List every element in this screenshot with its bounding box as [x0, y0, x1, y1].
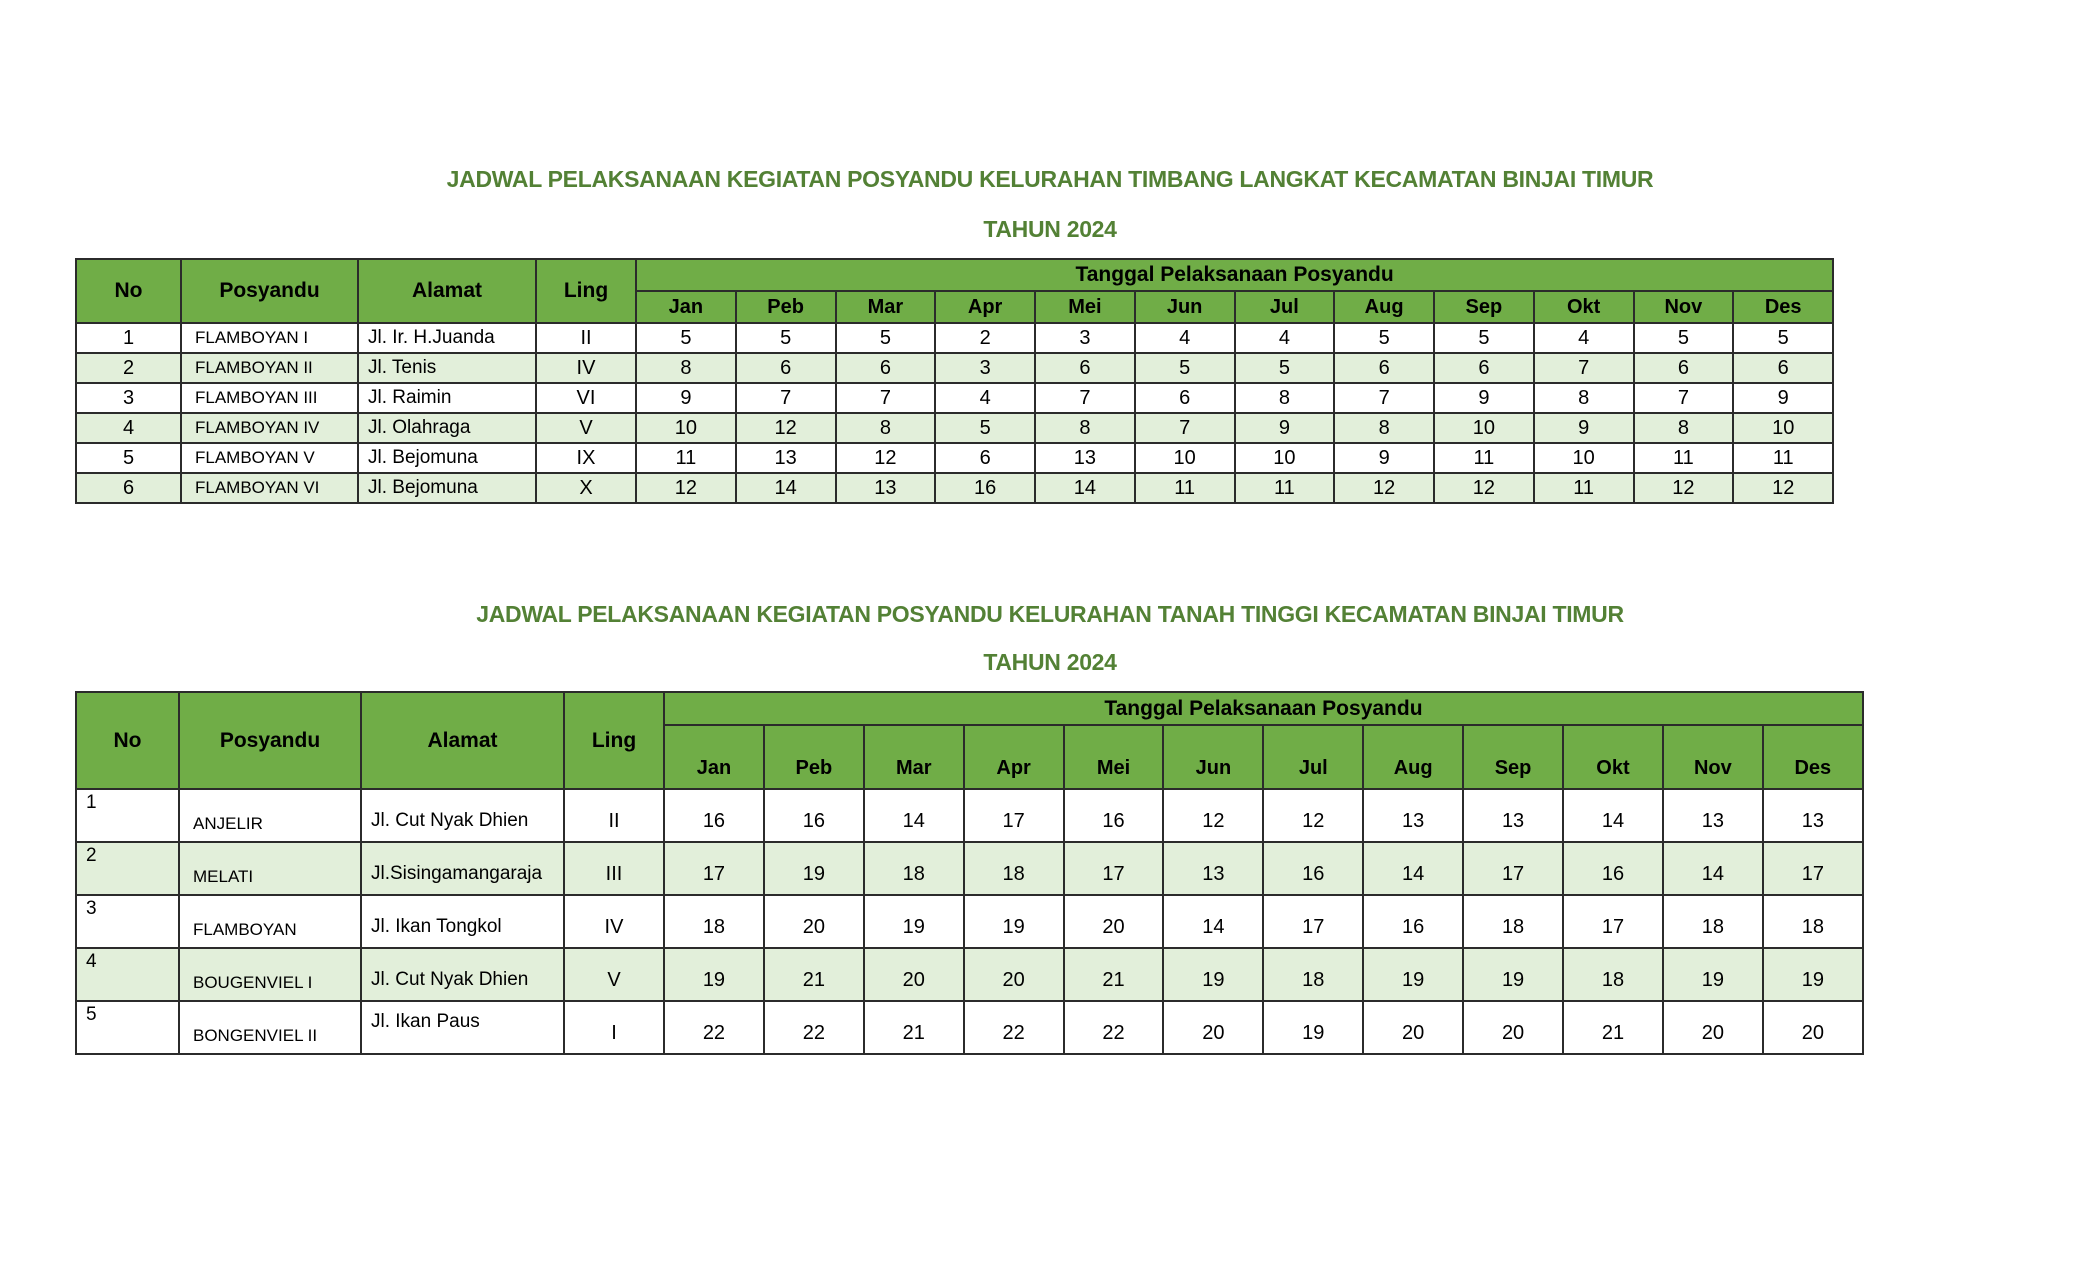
- cell-date-peb: 14: [736, 473, 836, 503]
- cell-alamat: Jl. Cut Nyak Dhien: [361, 948, 564, 1001]
- cell-date-nov: 6: [1634, 353, 1734, 383]
- cell-date-sep: 5: [1434, 323, 1534, 353]
- cell-date-jul: 9: [1235, 413, 1335, 443]
- cell-date-jun: 10: [1135, 443, 1235, 473]
- col-header-month-sep: Sep: [1463, 725, 1563, 789]
- cell-posyandu: FLAMBOYAN: [179, 895, 361, 948]
- cell-date-mar: 18: [864, 842, 964, 895]
- cell-posyandu: FLAMBOYAN III: [181, 383, 358, 413]
- cell-date-des: 9: [1733, 383, 1833, 413]
- cell-alamat: Jl. Tenis: [358, 353, 536, 383]
- cell-date-sep: 13: [1463, 789, 1563, 842]
- table1-title: JADWAL PELAKSANAAN KEGIATAN POSYANDU KELURAHAN TIMBANG LANGKAT KECAMATAN BINJAI TIMUR: [446, 166, 1654, 192]
- cell-ling: V: [564, 948, 664, 1001]
- cell-date-apr: 18: [964, 842, 1064, 895]
- cell-date-jan: 17: [664, 842, 764, 895]
- cell-no: 3: [76, 383, 181, 413]
- cell-date-sep: 19: [1463, 948, 1563, 1001]
- col-header-no: No: [76, 259, 181, 323]
- cell-posyandu: BOUGENVIEL I: [179, 948, 361, 1001]
- cell-ling: III: [564, 842, 664, 895]
- col-header-month-mei: Mei: [1064, 725, 1164, 789]
- cell-date-mei: 8: [1035, 413, 1135, 443]
- cell-date-jul: 18: [1263, 948, 1363, 1001]
- table2-year: TAHUN 2024: [983, 649, 1117, 675]
- cell-no: 3: [76, 895, 179, 948]
- cell-date-jun: 4: [1135, 323, 1235, 353]
- col-header-month-nov: Nov: [1634, 291, 1734, 323]
- cell-date-mei: 17: [1064, 842, 1164, 895]
- cell-date-jul: 17: [1263, 895, 1363, 948]
- cell-date-jun: 19: [1163, 948, 1263, 1001]
- cell-date-apr: 16: [935, 473, 1035, 503]
- cell-date-peb: 19: [764, 842, 864, 895]
- cell-no: 6: [76, 473, 181, 503]
- cell-date-apr: 19: [964, 895, 1064, 948]
- col-header-month-mar: Mar: [864, 725, 964, 789]
- cell-no: 1: [76, 789, 179, 842]
- col-header-no: No: [76, 692, 179, 789]
- schedule-row: [76, 383, 1833, 413]
- col-header-posyandu: Posyandu: [179, 692, 361, 789]
- cell-date-jan: 16: [664, 789, 764, 842]
- col-header-month-mar: Mar: [836, 291, 936, 323]
- cell-date-okt: 8: [1534, 383, 1634, 413]
- cell-date-mar: 19: [864, 895, 964, 948]
- cell-date-sep: 9: [1434, 383, 1534, 413]
- col-header-month-okt: Okt: [1534, 291, 1634, 323]
- col-header-month-peb: Peb: [764, 725, 864, 789]
- cell-date-nov: 13: [1663, 789, 1763, 842]
- tanah-tinggi-table-container: [75, 691, 1864, 1055]
- cell-date-nov: 12: [1634, 473, 1734, 503]
- cell-date-peb: 20: [764, 895, 864, 948]
- cell-date-peb: 6: [736, 353, 836, 383]
- col-header-posyandu: Posyandu: [181, 259, 358, 323]
- cell-date-jan: 5: [636, 323, 736, 353]
- cell-date-sep: 10: [1434, 413, 1534, 443]
- col-header-month-jan: Jan: [636, 291, 736, 323]
- cell-date-jan: 11: [636, 443, 736, 473]
- cell-no: 2: [76, 842, 179, 895]
- cell-date-sep: 6: [1434, 353, 1534, 383]
- cell-date-jan: 19: [664, 948, 764, 1001]
- cell-date-apr: 22: [964, 1001, 1064, 1054]
- cell-posyandu: FLAMBOYAN II: [181, 353, 358, 383]
- cell-date-jul: 12: [1263, 789, 1363, 842]
- cell-no: 5: [76, 443, 181, 473]
- cell-date-des: 5: [1733, 323, 1833, 353]
- cell-date-nov: 5: [1634, 323, 1734, 353]
- table1-year: TAHUN 2024: [983, 216, 1117, 242]
- cell-posyandu: ANJELIR: [179, 789, 361, 842]
- cell-date-mei: 3: [1035, 323, 1135, 353]
- col-header-alamat: Alamat: [361, 692, 564, 789]
- cell-date-mei: 7: [1035, 383, 1135, 413]
- cell-date-okt: 21: [1563, 1001, 1663, 1054]
- cell-ling: X: [536, 473, 636, 503]
- col-header-month-apr: Apr: [964, 725, 1064, 789]
- cell-date-mar: 14: [864, 789, 964, 842]
- cell-date-aug: 6: [1334, 353, 1434, 383]
- cell-date-peb: 22: [764, 1001, 864, 1054]
- col-header-month-sep: Sep: [1434, 291, 1534, 323]
- cell-date-mar: 6: [836, 353, 936, 383]
- cell-posyandu: BONGENVIEL II: [179, 1001, 361, 1054]
- schedule-row: [76, 323, 1833, 353]
- col-header-month-jul: Jul: [1263, 725, 1363, 789]
- cell-date-sep: 17: [1463, 842, 1563, 895]
- cell-alamat: Jl. Raimin: [358, 383, 536, 413]
- schedule-row: [76, 789, 1863, 842]
- cell-date-aug: 20: [1363, 1001, 1463, 1054]
- schedule-row: [76, 413, 1833, 443]
- cell-alamat: Jl.Sisingamangaraja: [361, 842, 564, 895]
- col-header-month-peb: Peb: [736, 291, 836, 323]
- cell-date-okt: 11: [1534, 473, 1634, 503]
- table2-title: JADWAL PELAKSANAAN KEGIATAN POSYANDU KELURAHAN TANAH TINGGI KECAMATAN BINJAI TIMUR: [476, 601, 1624, 627]
- cell-date-mar: 5: [836, 323, 936, 353]
- schedule-row: [76, 443, 1833, 473]
- cell-date-des: 20: [1763, 1001, 1863, 1054]
- col-header-ling: Ling: [536, 259, 636, 323]
- cell-alamat: Jl. Olahraga: [358, 413, 536, 443]
- cell-ling: IX: [536, 443, 636, 473]
- cell-date-okt: 10: [1534, 443, 1634, 473]
- schedule-row: [76, 842, 1863, 895]
- cell-posyandu: FLAMBOYAN I: [181, 323, 358, 353]
- cell-date-jan: 10: [636, 413, 736, 443]
- cell-date-jan: 18: [664, 895, 764, 948]
- cell-alamat: Jl. Bejomuna: [358, 443, 536, 473]
- cell-date-mar: 20: [864, 948, 964, 1001]
- cell-date-jul: 5: [1235, 353, 1335, 383]
- cell-alamat: Jl. Cut Nyak Dhien: [361, 789, 564, 842]
- cell-date-mei: 13: [1035, 443, 1135, 473]
- cell-date-aug: 12: [1334, 473, 1434, 503]
- cell-date-nov: 14: [1663, 842, 1763, 895]
- cell-date-aug: 8: [1334, 413, 1434, 443]
- col-header-month-aug: Aug: [1363, 725, 1463, 789]
- cell-date-okt: 16: [1563, 842, 1663, 895]
- cell-ling: I: [564, 1001, 664, 1054]
- col-header-month-mei: Mei: [1035, 291, 1135, 323]
- cell-date-peb: 12: [736, 413, 836, 443]
- cell-date-aug: 19: [1363, 948, 1463, 1001]
- cell-date-jul: 4: [1235, 323, 1335, 353]
- schedule-row: [76, 948, 1863, 1001]
- cell-date-jul: 8: [1235, 383, 1335, 413]
- cell-alamat: Jl. Ir. H.Juanda: [358, 323, 536, 353]
- cell-date-nov: 11: [1634, 443, 1734, 473]
- cell-date-jul: 16: [1263, 842, 1363, 895]
- cell-date-jan: 12: [636, 473, 736, 503]
- cell-date-mei: 6: [1035, 353, 1135, 383]
- cell-date-apr: 6: [935, 443, 1035, 473]
- cell-posyandu: FLAMBOYAN VI: [181, 473, 358, 503]
- cell-date-apr: 4: [935, 383, 1035, 413]
- cell-date-aug: 14: [1363, 842, 1463, 895]
- schedule-row: [76, 473, 1833, 503]
- col-header-ling: Ling: [564, 692, 664, 789]
- cell-date-okt: 14: [1563, 789, 1663, 842]
- cell-date-okt: 9: [1534, 413, 1634, 443]
- col-header-month-aug: Aug: [1334, 291, 1434, 323]
- cell-no: 4: [76, 948, 179, 1001]
- cell-date-des: 17: [1763, 842, 1863, 895]
- cell-date-nov: 18: [1663, 895, 1763, 948]
- cell-date-jul: 10: [1235, 443, 1335, 473]
- col-header-group: Tanggal Pelaksanaan Posyandu: [636, 259, 1833, 291]
- cell-no: 2: [76, 353, 181, 383]
- cell-date-sep: 18: [1463, 895, 1563, 948]
- cell-ling: V: [536, 413, 636, 443]
- header-row-top: [76, 259, 1833, 291]
- cell-ling: IV: [564, 895, 664, 948]
- cell-date-des: 10: [1733, 413, 1833, 443]
- cell-alamat: Jl. Ikan Tongkol: [361, 895, 564, 948]
- cell-alamat: Jl. Ikan Paus: [361, 1001, 564, 1054]
- cell-date-sep: 11: [1434, 443, 1534, 473]
- cell-ling: IV: [536, 353, 636, 383]
- cell-date-mar: 13: [836, 473, 936, 503]
- cell-alamat: Jl. Bejomuna: [358, 473, 536, 503]
- col-header-month-apr: Apr: [935, 291, 1035, 323]
- cell-date-mei: 20: [1064, 895, 1164, 948]
- header-row-top: [76, 692, 1863, 725]
- col-header-month-des: Des: [1763, 725, 1863, 789]
- cell-date-aug: 7: [1334, 383, 1434, 413]
- cell-date-peb: 21: [764, 948, 864, 1001]
- col-header-month-okt: Okt: [1563, 725, 1663, 789]
- cell-date-jun: 20: [1163, 1001, 1263, 1054]
- col-header-group: Tanggal Pelaksanaan Posyandu: [664, 692, 1863, 725]
- cell-posyandu: FLAMBOYAN IV: [181, 413, 358, 443]
- cell-ling: VI: [536, 383, 636, 413]
- cell-date-aug: 13: [1363, 789, 1463, 842]
- schedule-row: [76, 895, 1863, 948]
- cell-date-des: 12: [1733, 473, 1833, 503]
- cell-date-aug: 9: [1334, 443, 1434, 473]
- cell-date-mei: 14: [1035, 473, 1135, 503]
- col-header-month-des: Des: [1733, 291, 1833, 323]
- cell-date-des: 6: [1733, 353, 1833, 383]
- cell-date-jun: 7: [1135, 413, 1235, 443]
- cell-date-mar: 7: [836, 383, 936, 413]
- col-header-month-jan: Jan: [664, 725, 764, 789]
- cell-date-jul: 19: [1263, 1001, 1363, 1054]
- cell-no: 1: [76, 323, 181, 353]
- cell-no: 5: [76, 1001, 179, 1054]
- cell-date-nov: 8: [1634, 413, 1734, 443]
- cell-date-des: 19: [1763, 948, 1863, 1001]
- posyandu-schedule-table: [75, 258, 1834, 504]
- cell-date-apr: 3: [935, 353, 1035, 383]
- cell-date-jan: 9: [636, 383, 736, 413]
- cell-date-aug: 5: [1334, 323, 1434, 353]
- timbang-langkat-table-container: [75, 258, 1834, 504]
- cell-date-jun: 6: [1135, 383, 1235, 413]
- cell-date-apr: 20: [964, 948, 1064, 1001]
- cell-date-okt: 4: [1534, 323, 1634, 353]
- cell-date-peb: 16: [764, 789, 864, 842]
- cell-date-nov: 20: [1663, 1001, 1763, 1054]
- cell-date-sep: 12: [1434, 473, 1534, 503]
- cell-date-nov: 7: [1634, 383, 1734, 413]
- cell-date-des: 11: [1733, 443, 1833, 473]
- cell-posyandu: MELATI: [179, 842, 361, 895]
- cell-ling: II: [536, 323, 636, 353]
- cell-date-jun: 5: [1135, 353, 1235, 383]
- cell-date-jun: 13: [1163, 842, 1263, 895]
- posyandu-schedule-table: [75, 691, 1864, 1055]
- cell-date-apr: 2: [935, 323, 1035, 353]
- cell-date-peb: 7: [736, 383, 836, 413]
- cell-date-mei: 16: [1064, 789, 1164, 842]
- cell-posyandu: FLAMBOYAN V: [181, 443, 358, 473]
- cell-date-mei: 22: [1064, 1001, 1164, 1054]
- cell-date-mar: 12: [836, 443, 936, 473]
- cell-date-aug: 16: [1363, 895, 1463, 948]
- cell-date-jun: 14: [1163, 895, 1263, 948]
- cell-ling: II: [564, 789, 664, 842]
- col-header-month-jul: Jul: [1235, 291, 1335, 323]
- cell-date-mei: 21: [1064, 948, 1164, 1001]
- cell-date-mar: 8: [836, 413, 936, 443]
- cell-date-peb: 5: [736, 323, 836, 353]
- col-header-month-nov: Nov: [1663, 725, 1763, 789]
- schedule-row: [76, 1001, 1863, 1054]
- cell-no: 4: [76, 413, 181, 443]
- cell-date-okt: 18: [1563, 948, 1663, 1001]
- col-header-month-jun: Jun: [1163, 725, 1263, 789]
- cell-date-nov: 19: [1663, 948, 1763, 1001]
- schedule-row: [76, 353, 1833, 383]
- cell-date-okt: 7: [1534, 353, 1634, 383]
- cell-date-mar: 21: [864, 1001, 964, 1054]
- cell-date-apr: 5: [935, 413, 1035, 443]
- cell-date-jun: 12: [1163, 789, 1263, 842]
- cell-date-peb: 13: [736, 443, 836, 473]
- cell-date-jan: 8: [636, 353, 736, 383]
- cell-date-jan: 22: [664, 1001, 764, 1054]
- cell-date-okt: 17: [1563, 895, 1663, 948]
- cell-date-apr: 17: [964, 789, 1064, 842]
- cell-date-jun: 11: [1135, 473, 1235, 503]
- cell-date-jul: 11: [1235, 473, 1335, 503]
- cell-date-sep: 20: [1463, 1001, 1563, 1054]
- cell-date-des: 13: [1763, 789, 1863, 842]
- col-header-alamat: Alamat: [358, 259, 536, 323]
- cell-date-des: 18: [1763, 895, 1863, 948]
- col-header-month-jun: Jun: [1135, 291, 1235, 323]
